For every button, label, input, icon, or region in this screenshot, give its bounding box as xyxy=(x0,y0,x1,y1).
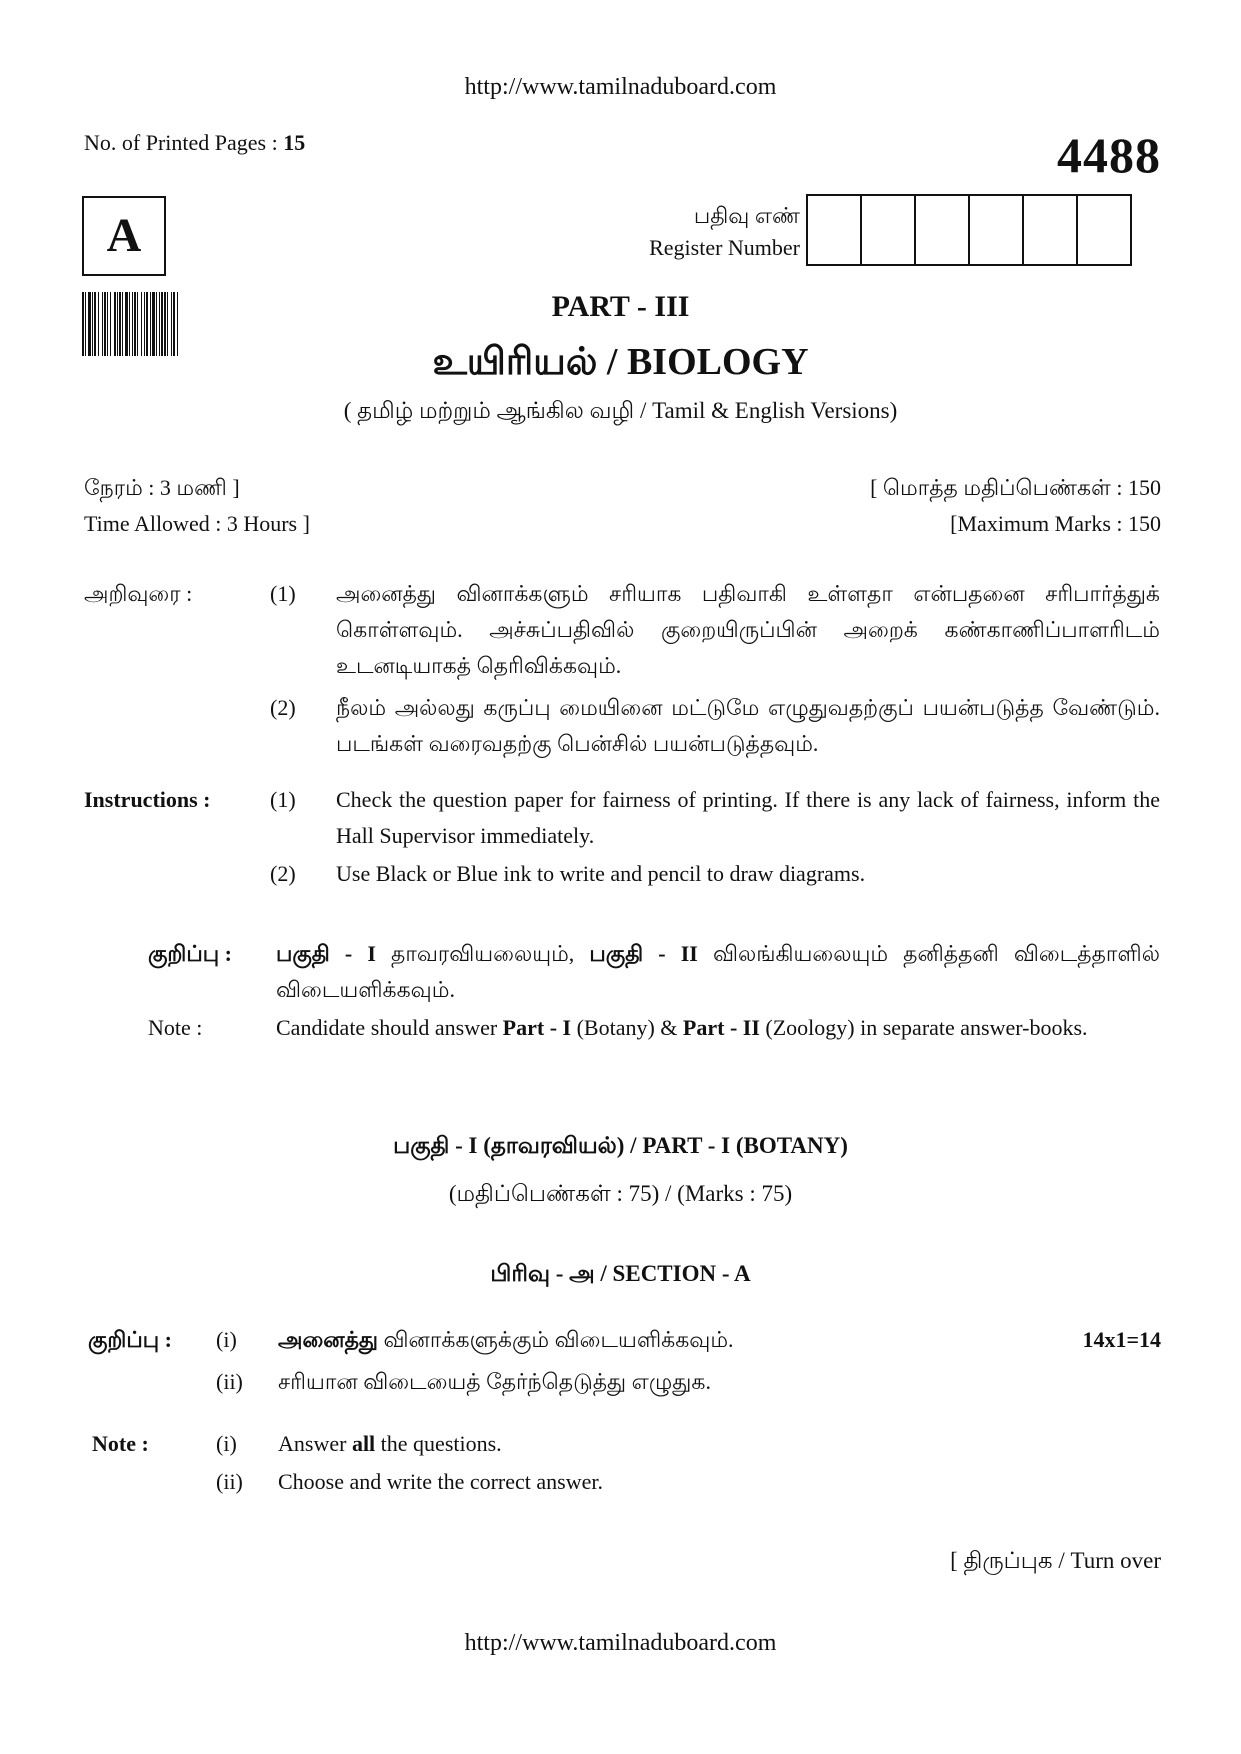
source-url-top: http://www.tamilnaduboard.com xyxy=(464,74,777,100)
section-marks: 14x1=14 xyxy=(1082,1327,1161,1352)
paper-code: 4488 xyxy=(1057,127,1161,183)
turn-over-note: [ திருப்புக / Turn over xyxy=(950,1548,1161,1573)
section-note-english-1: Answer all the questions. xyxy=(278,1431,502,1456)
instruction-number: (1) xyxy=(270,787,296,812)
register-digit-box[interactable] xyxy=(860,194,916,266)
time-english: Time Allowed : 3 Hours ] xyxy=(84,511,310,536)
instructions-tamil-label: அறிவுரை : xyxy=(84,581,193,606)
marks-english: [Maximum Marks : 150 xyxy=(950,511,1161,536)
subject-title: உயிரியல் / BIOLOGY xyxy=(432,341,809,383)
register-number-boxes[interactable] xyxy=(808,194,1132,266)
section-note-tamil-2: சரியான விடையைத் தேர்ந்தெடுத்து எழுதுக. xyxy=(278,1369,711,1394)
section-note-number: (i) xyxy=(216,1431,237,1456)
register-digit-box[interactable] xyxy=(1022,194,1078,266)
instruction-english-1: Check the question paper for fairness of printing. If there is any lack of fairness, inform the Hall Supervisor immediately. xyxy=(336,787,1160,848)
instruction-number: (2) xyxy=(270,861,296,886)
register-digit-box[interactable] xyxy=(806,194,862,266)
section-note-tamil-1: அனைத்து வினாக்களுக்கும் விடையளிக்கவும். xyxy=(278,1327,734,1352)
section-note-english-2: Choose and write the correct answer. xyxy=(278,1469,603,1494)
section-note-tamil-label: குறிப்பு : xyxy=(88,1327,172,1352)
printed-pages: No. of Printed Pages : 15 xyxy=(84,130,306,155)
note-english-label: Note : xyxy=(148,1015,203,1040)
register-number-label: பதிவு எண் Register Number xyxy=(649,203,800,260)
time-tamil: நேரம் : 3 மணி ] xyxy=(84,475,240,500)
instruction-tamil-1: அனைத்து வினாக்களும் சரியாக பதிவாகி உள்ளதா என்பதனை சரிபார்த்துக் கொள்ளவும். அச்சுப்பதிவில் குறையிருப்பின் அறைக் கண்காணிப்பாளரிடம் உடனடியாகத் தெரிவிக்கவும். xyxy=(336,581,1160,678)
series-box: A xyxy=(82,196,166,276)
instructions-english-label: Instructions : xyxy=(84,787,211,812)
printed-pages-count: 15 xyxy=(283,130,306,155)
register-digit-box[interactable] xyxy=(914,194,970,266)
section-a-heading: பிரிவு - அ / SECTION - A xyxy=(490,1261,751,1286)
botany-heading: பகுதி - I (தாவரவியல்) / PART - I (BOTANY) xyxy=(393,1133,848,1158)
source-url-bottom: http://www.tamilnaduboard.com xyxy=(464,1630,777,1656)
instruction-tamil-2: நீலம் அல்லது கருப்பு மையினை மட்டுமே எழுதுவதற்குப் பயன்படுத்த வேண்டும். படங்கள் வரைவதற்கு பென்சில் பயன்படுத்தவும். xyxy=(336,695,1160,756)
marks-tamil: [ மொத்த மதிப்பெண்கள் : 150 xyxy=(870,475,1161,500)
instruction-number: (2) xyxy=(270,695,296,720)
versions-note: ( தமிழ் மற்றும் ஆங்கில வழி / Tamil & English Versions) xyxy=(343,398,898,423)
register-digit-box[interactable] xyxy=(968,194,1024,266)
instruction-number: (1) xyxy=(270,581,296,606)
note-tamil-label: குறிப்பு : xyxy=(148,941,232,966)
instruction-english-2: Use Black or Blue ink to write and pencil to draw diagrams. xyxy=(336,861,866,886)
register-digit-box[interactable] xyxy=(1076,194,1132,266)
section-note-english-label: Note : xyxy=(92,1431,149,1456)
note-english-text: Candidate should answer Part - I (Botany) & Part - II (Zoology) in separate answer-books. xyxy=(276,1015,1088,1040)
note-tamil-text: பகுதி - I தாவரவியலையும், பகுதி - II விலங்கியலையும் தனித்தனி விடைத்தாளில் விடையளிக்கவும். xyxy=(276,941,1160,1002)
botany-marks: (மதிப்பெண்கள் : 75) / (Marks : 75) xyxy=(448,1181,793,1206)
section-note-number: (ii) xyxy=(216,1469,243,1494)
section-note-number: (ii) xyxy=(216,1369,243,1394)
section-note-number: (i) xyxy=(216,1327,237,1352)
part-title: PART - III xyxy=(551,290,690,323)
